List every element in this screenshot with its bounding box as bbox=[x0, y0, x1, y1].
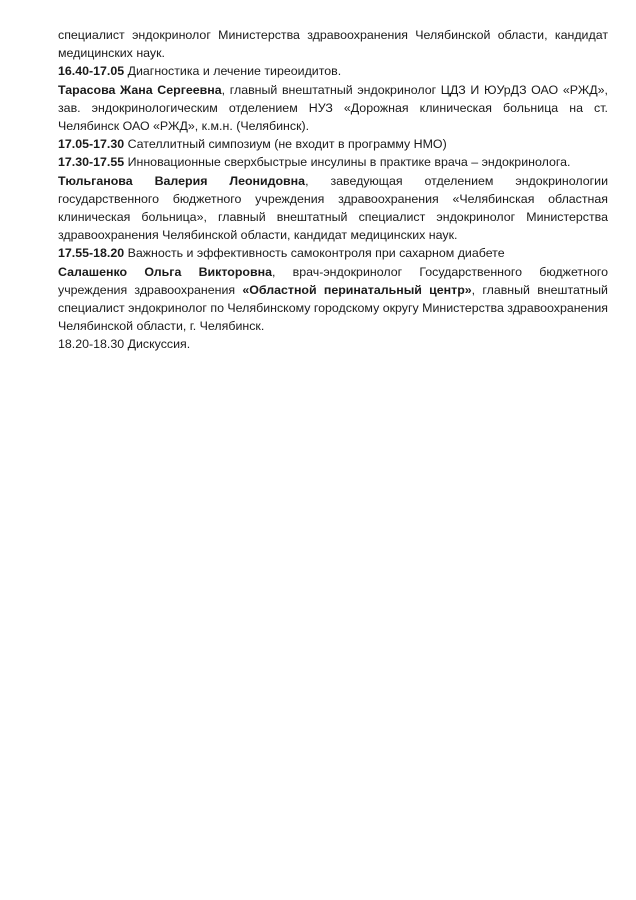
paragraph bbox=[58, 172, 608, 245]
paragraph bbox=[58, 62, 608, 80]
text-run: , врач-эндокринолог Государственного бюджетного учреждения здравоохранения bbox=[58, 264, 608, 297]
text-run: , главный внештатный специалист эндокринолог по Челябинскому городскому округу Министерства здравоохранения Челябинской области, г. Челябинск. bbox=[58, 282, 608, 334]
text-run-bold: Тарасова Жана Сергеевна bbox=[58, 82, 222, 97]
text-run: специалист эндокринолог Министерства здравоохранения Челябинской области, кандидат медицинских наук. bbox=[58, 28, 608, 61]
document-text-body bbox=[58, 26, 608, 354]
text-run-bold: 16.40-17.05 bbox=[58, 64, 128, 79]
text-run: Диагностика и лечение тиреоидитов. bbox=[127, 64, 342, 79]
text-run: Важность и эффективность самоконтроля при сахарном диабете bbox=[127, 246, 505, 261]
paragraph bbox=[58, 335, 608, 353]
text-run: , заведующая отделением эндокринологии государственного бюджетного учреждения здравоохранения «Челябинская областная клиническая больница», главный внештатный специалист эндокринолог Министерства здравоохранения Челябинской области, кандидат медицинских наук. bbox=[58, 173, 608, 243]
text-run-bold: «Областной перинатальный центр» bbox=[242, 282, 472, 297]
text-run: 18.20-18.30 Дискуссия. bbox=[58, 337, 191, 352]
paragraph bbox=[58, 244, 608, 262]
paragraph bbox=[58, 135, 608, 153]
paragraph bbox=[58, 26, 608, 62]
text-run-bold: 17.55-18.20 bbox=[58, 246, 128, 261]
paragraph bbox=[58, 153, 608, 171]
text-run-bold: Тюльганова Валерия Леонидовна bbox=[58, 173, 306, 188]
text-run: Инновационные сверхбыстрые инсулины в практике врача – эндокринолога. bbox=[127, 155, 571, 170]
paragraph bbox=[58, 81, 608, 136]
text-run-bold: Салашенко Ольга Викторовна bbox=[58, 264, 272, 279]
text-run-bold: 17.30-17.55 bbox=[58, 155, 128, 170]
text-run-bold: 17.05-17.30 bbox=[58, 137, 128, 152]
text-run: , главный внештатный эндокринолог ЦДЗ И ЮУрДЗ ОАО «РЖД», зав. эндокринологическим отделением НУЗ «Дорожная клиническая больница на ст. Челябинск ОАО «РЖД», к.м.н. (Челябинск). bbox=[58, 82, 608, 134]
text-run: Сателлитный симпозиум (не входит в программу НМО) bbox=[127, 137, 447, 152]
paragraph bbox=[58, 263, 608, 336]
